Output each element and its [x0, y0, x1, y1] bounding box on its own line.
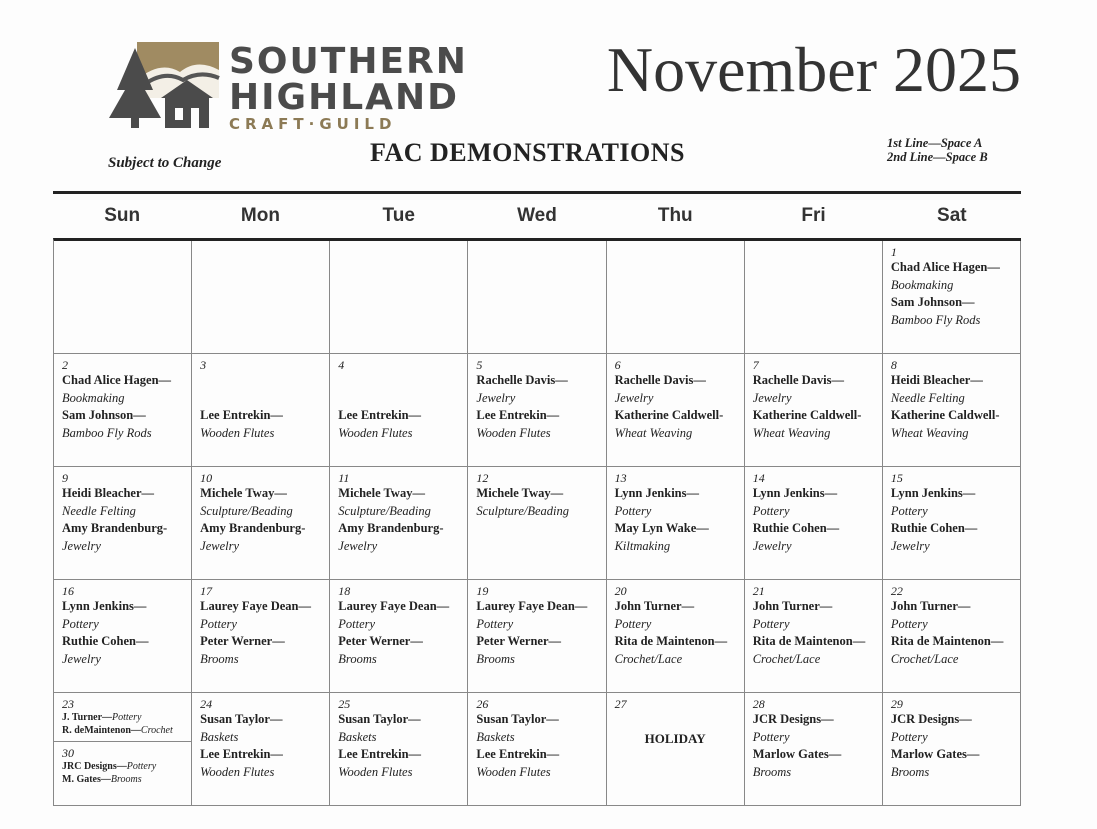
demonstrator-name: Rita de Maintenon—: [890, 634, 1004, 648]
demo-entries: [891, 485, 1014, 555]
craft-name: Crochet/Lace: [752, 651, 821, 666]
craft-name: Brooms: [200, 651, 239, 666]
demo-entries: [891, 372, 1014, 442]
demo-entries: [891, 711, 1014, 781]
logo-text-southern: SOUTHERN: [229, 41, 468, 82]
demonstrator-name: Lee Entrekin—: [200, 408, 283, 422]
calendar-day-cell: [607, 354, 745, 467]
demo-entries: [891, 259, 1014, 329]
weekday-mon: Mon: [240, 205, 280, 226]
space-b-label: 2nd Line—Space B: [887, 150, 988, 164]
calendar-empty-cell: [607, 241, 745, 354]
calendar-grid: [53, 238, 1021, 806]
day-number: 23: [62, 697, 74, 711]
space-legend: [887, 136, 988, 164]
demonstrator-name: John Turner—: [890, 599, 971, 613]
craft-name: Sculpture/Beading: [200, 503, 293, 518]
demo-entries: [615, 485, 738, 555]
day-number: 17: [200, 584, 213, 598]
demonstrator-name: Katherine Caldwell-: [890, 408, 1000, 422]
demonstrator-name: Susan Taylor—: [338, 712, 421, 726]
demonstrator-name: Amy Brandenburg-: [200, 521, 306, 535]
craft-name: Bookmaking: [62, 390, 125, 405]
demonstrator-name: Sam Johnson—: [62, 408, 146, 422]
craft-name: Wooden Flutes: [338, 764, 413, 779]
demo-entry: [62, 760, 187, 773]
day-number: 11: [338, 471, 350, 485]
day-number: 8: [890, 358, 897, 372]
demonstrator-name: Marlow Gates—: [890, 747, 980, 761]
day-number: 25: [338, 697, 351, 711]
day-number: 22: [890, 584, 903, 598]
demonstrator-name: Rachelle Davis—: [614, 373, 706, 387]
craft-name: Baskets: [476, 729, 515, 744]
craft-name: Bamboo Fly Rods: [62, 425, 152, 440]
demo-entries: [338, 485, 461, 555]
demonstrator-name: Lee Entrekin—: [200, 747, 283, 761]
demo-entries: [753, 372, 876, 442]
craft-name: Pottery: [890, 616, 928, 631]
demo-entries: [476, 598, 599, 668]
demo-entries: [62, 372, 185, 442]
day-number: 7: [752, 358, 759, 372]
demonstrator-name: Katherine Caldwell-: [614, 408, 724, 422]
demonstrator-name: Katherine Caldwell-: [752, 408, 862, 422]
weekday-header-row: [53, 196, 1021, 236]
craft-name: Wheat Weaving: [890, 425, 969, 440]
demo-entries: [338, 598, 461, 668]
demo-entries: [476, 485, 599, 520]
craft-name: Pottery: [752, 729, 790, 744]
demonstrator-name: Amy Brandenburg-: [62, 521, 168, 535]
calendar-split-bottom: [54, 742, 191, 786]
demonstrator-name: Lynn Jenkins—: [62, 599, 147, 613]
calendar-empty-cell: [468, 241, 606, 354]
day-number: 12: [476, 471, 489, 485]
day-number: 16: [62, 584, 74, 598]
craft-name: Pottery: [112, 712, 142, 723]
craft-name: Bamboo Fly Rods: [890, 312, 981, 327]
craft-name: Wooden Flutes: [476, 764, 551, 779]
demonstrator-name: JCR Designs—: [752, 712, 834, 726]
craft-name: Brooms: [338, 651, 377, 666]
craft-name: Pottery: [614, 616, 652, 631]
calendar-day-cell: [883, 241, 1021, 354]
demonstrator-name: JRC Designs—: [62, 761, 127, 772]
demonstrator-name: Ruthie Cohen—: [890, 521, 978, 535]
demonstrator-name: Lee Entrekin—: [476, 408, 560, 422]
demo-entries: [62, 485, 185, 555]
craft-name: Wooden Flutes: [200, 425, 275, 440]
craft-name: Jewelry: [200, 538, 240, 553]
calendar-day-cell: [607, 580, 745, 693]
demo-entries: [62, 598, 185, 668]
demo-entries: [200, 485, 323, 555]
demo-entries: [753, 711, 876, 781]
weekday-wed: Wed: [517, 205, 557, 226]
subject-to-change-note: Subject to Change: [108, 155, 222, 171]
weekday-fri: Fri: [801, 205, 826, 226]
demo-entries: [200, 407, 323, 442]
craft-name: Sculpture/Beading: [338, 503, 431, 518]
demonstrator-name: Heidi Bleacher—: [62, 486, 154, 500]
demonstrator-name: Lee Entrekin—: [476, 747, 560, 761]
craft-name: Jewelry: [62, 651, 101, 666]
demo-entries: [753, 485, 876, 555]
calendar-day-cell: [883, 580, 1021, 693]
demonstrator-name: Rachelle Davis—: [476, 373, 568, 387]
craft-name: Brooms: [110, 774, 142, 785]
craft-name: Brooms: [890, 764, 930, 779]
craft-name: Pottery: [614, 503, 652, 518]
craft-name: Baskets: [200, 729, 239, 744]
demonstrator-name: Peter Werner—: [338, 634, 423, 648]
demo-entries: [891, 598, 1014, 668]
calendar-day-cell: [54, 467, 192, 580]
day-number: 28: [752, 697, 765, 711]
demonstrator-name: Laurey Faye Dean—: [200, 599, 312, 613]
demo-entries: [615, 598, 738, 668]
craft-name: Pottery: [752, 616, 790, 631]
day-number: 18: [338, 584, 351, 598]
craft-name: Crochet/Lace: [890, 651, 959, 666]
craft-name: Pottery: [890, 729, 928, 744]
craft-name: Baskets: [338, 729, 377, 744]
day-number: 21: [752, 584, 765, 598]
calendar-day-cell: [745, 354, 883, 467]
demo-entry: [62, 724, 187, 737]
calendar-day-cell: [745, 693, 883, 806]
craft-name: Crochet: [140, 725, 173, 736]
demonstrator-name: Michele Tway—: [200, 486, 287, 500]
demonstrator-name: Susan Taylor—: [200, 712, 283, 726]
demonstrator-name: Michele Tway—: [476, 486, 564, 500]
calendar-day-cell: [192, 580, 330, 693]
weekday-sun: Sun: [104, 205, 141, 226]
day-number: 15: [890, 471, 903, 485]
demonstrator-name: John Turner—: [614, 599, 695, 613]
calendar-day-cell: [883, 354, 1021, 467]
demonstrator-name: Chad Alice Hagen—: [890, 260, 1000, 274]
demonstrator-name: Laurey Faye Dean—: [476, 599, 588, 613]
logo-text-craft-guild: CRAFT·GUILD: [229, 115, 397, 133]
craft-name: Sculpture/Beading: [476, 503, 569, 518]
space-a-label: 1st Line—Space A: [887, 136, 983, 150]
craft-name: Bookmaking: [890, 277, 954, 292]
day-number: 24: [200, 697, 213, 711]
day-number: 4: [338, 358, 345, 372]
day-number: 2: [62, 358, 68, 372]
day-number: 19: [476, 584, 489, 598]
craft-name: Pottery: [890, 503, 928, 518]
day-number: 3: [200, 358, 207, 372]
calendar-day-cell: [883, 467, 1021, 580]
day-number: 10: [200, 471, 213, 485]
demo-entries: [615, 372, 738, 442]
weekday-thu: Thu: [657, 205, 693, 226]
demonstrator-name: Ruthie Cohen—: [62, 634, 149, 648]
demonstrator-name: Laurey Faye Dean—: [338, 599, 450, 613]
calendar-day-cell: [468, 467, 606, 580]
demonstrator-name: Ruthie Cohen—: [752, 521, 840, 535]
craft-name: Wheat Weaving: [614, 425, 693, 440]
craft-name: Brooms: [752, 764, 792, 779]
weekday-sat: Sat: [937, 205, 967, 226]
craft-name: Pottery: [752, 503, 790, 518]
craft-name: Pottery: [476, 616, 514, 631]
calendar-day-cell: [330, 467, 468, 580]
calendar-day-cell: [607, 467, 745, 580]
demonstrator-name: Lee Entrekin—: [338, 747, 422, 761]
craft-name: Pottery: [62, 616, 99, 631]
craft-name: Wooden Flutes: [200, 764, 275, 779]
demonstrator-name: Amy Brandenburg-: [338, 521, 444, 535]
craft-name: Jewelry: [614, 390, 654, 405]
craft-name: Pottery: [126, 761, 157, 772]
demonstrator-name: Peter Werner—: [200, 634, 285, 648]
demonstrator-name: Lynn Jenkins—: [890, 486, 976, 500]
weekday-tue: Tue: [382, 205, 415, 226]
mountain-tree-logo-icon: [105, 40, 223, 130]
demo-entries: [338, 711, 461, 781]
craft-name: Crochet/Lace: [614, 651, 683, 666]
demonstrator-name: M. Gates—: [62, 774, 111, 785]
day-number: 1: [890, 245, 897, 259]
calendar-empty-cell: [745, 241, 883, 354]
calendar-day-cell: [54, 354, 192, 467]
calendar-day-cell: [54, 580, 192, 693]
demo-entries: [200, 598, 323, 668]
demonstrator-name: John Turner—: [752, 599, 833, 613]
calendar-day-cell: [468, 693, 606, 806]
craft-name: Brooms: [476, 651, 515, 666]
craft-name: Jewelry: [752, 390, 792, 405]
calendar-day-cell: [192, 354, 330, 467]
calendar-day-cell: [192, 467, 330, 580]
day-number: 5: [476, 358, 483, 372]
day-number: 20: [614, 584, 627, 598]
header-rule: [53, 191, 1021, 194]
craft-name: Pottery: [338, 616, 376, 631]
craft-name: Jewelry: [338, 538, 378, 553]
demonstrator-name: R. deMaintenon—: [62, 725, 141, 736]
calendar-day-cell: [468, 580, 606, 693]
calendar-day-cell: [330, 354, 468, 467]
demo-entries: [476, 372, 599, 442]
demonstrator-name: Marlow Gates—: [752, 747, 842, 761]
craft-name: Jewelry: [476, 390, 516, 405]
logo-text-highland: HIGHLAND: [229, 77, 460, 118]
demonstrator-name: Chad Alice Hagen—: [62, 373, 172, 387]
demonstrator-name: Rachelle Davis—: [752, 373, 845, 387]
craft-name: Wooden Flutes: [476, 425, 551, 440]
demonstrator-name: Susan Taylor—: [476, 712, 559, 726]
calendar-day-cell: [607, 693, 745, 806]
demonstrator-name: Lynn Jenkins—: [614, 486, 699, 500]
page-title: FAC DEMONSTRATIONS: [370, 138, 686, 167]
calendar-day-cell: [468, 354, 606, 467]
craft-name: Kiltmaking: [614, 538, 671, 553]
craft-name: Jewelry: [62, 538, 101, 553]
demonstrator-name: Rita de Maintenon—: [752, 634, 866, 648]
day-number: 9: [62, 471, 68, 485]
day-number: 30: [62, 746, 74, 760]
calendar-split-top: [54, 693, 191, 742]
day-number: 29: [890, 697, 903, 711]
craft-name: Jewelry: [752, 538, 792, 553]
demo-entries: [338, 407, 461, 442]
calendar-day-cell: [330, 693, 468, 806]
demo-entries: [753, 598, 876, 668]
holiday-label: HOLIDAY: [644, 731, 706, 746]
craft-name: Needle Felting: [62, 503, 136, 518]
day-number: 13: [614, 471, 627, 485]
day-number: 26: [476, 697, 489, 711]
calendar-day-cell: [330, 580, 468, 693]
month-title: November 2025: [606, 34, 1021, 105]
craft-name: Pottery: [200, 616, 237, 631]
craft-name: Jewelry: [890, 538, 930, 553]
calendar-empty-cell: [330, 241, 468, 354]
demonstrator-name: Sam Johnson—: [890, 295, 975, 309]
day-number: 6: [614, 358, 621, 372]
calendar-day-cell: [192, 693, 330, 806]
calendar-day-cell: [745, 580, 883, 693]
demonstrator-name: JCR Designs—: [890, 712, 972, 726]
demonstrator-name: J. Turner—: [62, 712, 113, 723]
calendar-empty-cell: [54, 241, 192, 354]
demo-entries: [200, 711, 323, 781]
demonstrator-name: Rita de Maintenon—: [614, 634, 728, 648]
craft-name: Wheat Weaving: [752, 425, 831, 440]
guild-logo: [105, 40, 468, 136]
demonstrator-name: Michele Tway—: [338, 486, 425, 500]
demonstrator-name: Heidi Bleacher—: [890, 373, 983, 387]
demo-entry: [62, 711, 187, 724]
calendar-empty-cell: [192, 241, 330, 354]
calendar-day-cell: [883, 693, 1021, 806]
calendar-day-cell: [745, 467, 883, 580]
demonstrator-name: May Lyn Wake—: [614, 521, 709, 535]
demonstrator-name: Peter Werner—: [476, 634, 561, 648]
craft-name: Wooden Flutes: [338, 425, 413, 440]
calendar-day-cell: [54, 693, 192, 806]
demo-entries: [476, 711, 599, 781]
day-number: 27: [614, 697, 627, 711]
day-number: 14: [752, 471, 765, 485]
craft-name: Needle Felting: [890, 390, 965, 405]
demo-entry: [62, 773, 187, 786]
demonstrator-name: Lynn Jenkins—: [752, 486, 838, 500]
demonstrator-name: Lee Entrekin—: [338, 408, 422, 422]
